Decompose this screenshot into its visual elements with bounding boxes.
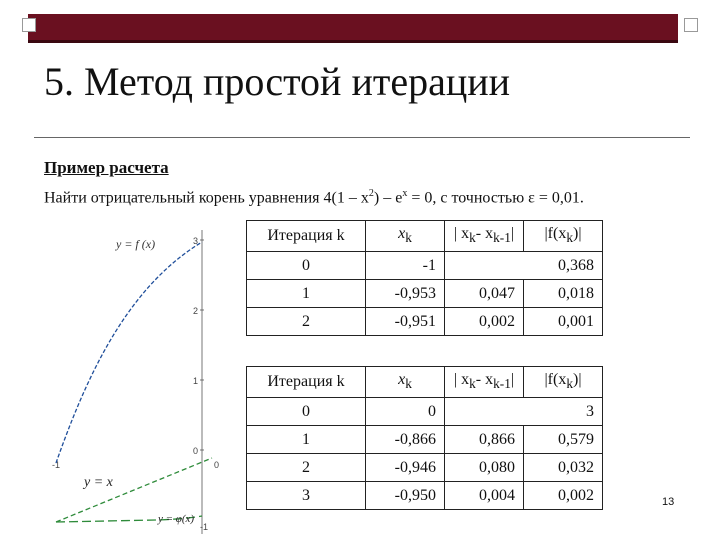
label-phi: y = φ(x) bbox=[158, 513, 195, 525]
tick-0: 0 bbox=[192, 446, 198, 456]
col-diff: | $x_k-$ $x_{k-1}|$ bbox=[445, 367, 524, 398]
col-fx: $|f(x_k)|$ bbox=[524, 367, 603, 398]
problem-statement: Найти отрицательный корень уравнения $4(1 - x^2) - e^x = 0$, с точностью ε = 0,01. bbox=[44, 188, 584, 207]
table-row: 0 0 3 bbox=[247, 398, 603, 426]
col-iteration: Итерация k bbox=[247, 221, 366, 252]
title-divider bbox=[34, 137, 690, 138]
tick-minus1: -1 bbox=[52, 460, 61, 470]
table-row: 1 -0,953 0,047 0,018 bbox=[247, 280, 603, 308]
col-iteration: Итерация k bbox=[247, 367, 366, 398]
corner-square-left bbox=[22, 18, 36, 32]
col-xk: $x_k$ bbox=[366, 367, 445, 398]
label-y-equals-x: y = x bbox=[84, 475, 113, 490]
tick-2: 2 bbox=[192, 306, 198, 316]
table-row: 2 -0,951 0,002 0,001 bbox=[247, 308, 603, 336]
iteration-table-2 bbox=[246, 366, 603, 510]
function-graph bbox=[36, 228, 246, 536]
curve-f bbox=[56, 242, 202, 463]
tick-0-right: 0 bbox=[214, 460, 220, 470]
header-bar bbox=[28, 14, 678, 43]
col-xk: $x_k$ bbox=[366, 221, 445, 252]
page-number: 13 bbox=[662, 496, 675, 508]
slide-title: 5. Метод простой итерации bbox=[44, 59, 511, 104]
table-header bbox=[247, 367, 603, 398]
label-f: y = f (x) bbox=[116, 237, 156, 251]
tick-3: 3 bbox=[192, 236, 198, 246]
corner-square-right bbox=[684, 18, 698, 32]
table-row: 3 -0,950 0,004 0,002 bbox=[247, 482, 603, 510]
col-diff: | $x_k-$ $x_{k-1}|$ bbox=[445, 221, 524, 252]
tick-1: 1 bbox=[192, 376, 198, 386]
table-row: 1 -0,866 0,866 0,579 bbox=[247, 426, 603, 454]
table-row: 2 -0,946 0,080 0,032 bbox=[247, 454, 603, 482]
col-fx: $|f(x_k)|$ bbox=[524, 221, 603, 252]
iteration-table-1 bbox=[246, 220, 603, 336]
example-heading: Пример расчета bbox=[44, 158, 169, 177]
tick-minus1-bottom: -1 bbox=[200, 522, 209, 532]
table-row: 0 -1 0,368 bbox=[247, 252, 603, 280]
table-header bbox=[247, 221, 603, 252]
